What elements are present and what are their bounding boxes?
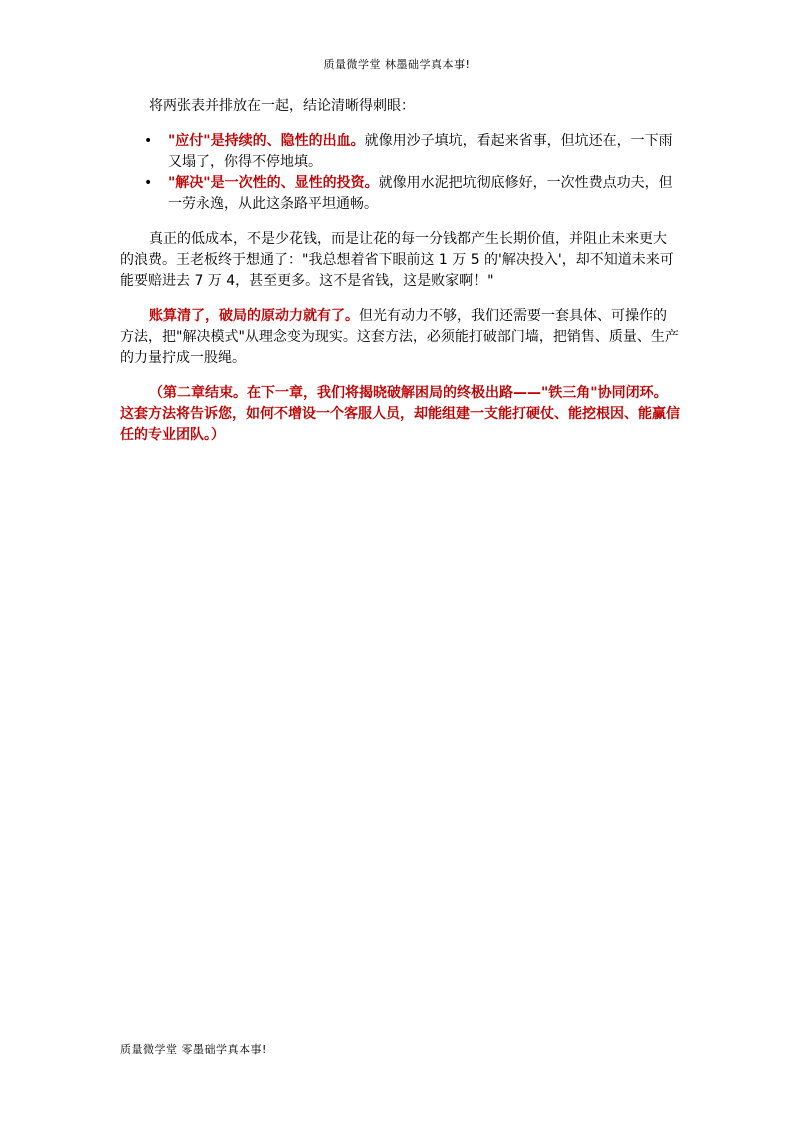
list-item [144, 131, 680, 173]
bullet-bold-text: "解决"是一次性的、显性的投资。 [168, 175, 379, 191]
chapter-end-note: （第二章结束。在下一章，我们将揭晓破解困局的终极出路——"铁三角"协同闭环。这套方法将告诉您，如何不增设一个客服人员，却能组建一支能打硬仗、能挖根因、能赢信任的专业团队。） [120, 385, 680, 443]
document-body [120, 96, 680, 446]
bullet-text: 就像用水泥把坑彻底修好，一次性费点功夫，但一劳永逸，从此这条路平坦通畅。 [168, 175, 673, 212]
comparison-list [120, 131, 680, 215]
method-paragraph [120, 306, 680, 369]
page-footer: 质量微学堂 零墨础学真本事! [120, 1043, 267, 1056]
bullet-icon: • [144, 175, 153, 191]
list-item [144, 173, 680, 215]
cost-paragraph: 真正的低成本，不是少花钱，而是让花的每一分钱都产生长期价值，并阻止未来更大的浪费。王老板终于想通了："我总想着省下眼前这 1 万 5 的'解决投入'，却不知道未来可能要赔进去 7 万 4，甚至更多。这不是省钱，这是败家啊！" [120, 231, 674, 289]
bullet-icon: • [144, 133, 153, 149]
bullet-bold-text: "应付"是持续的、隐性的出血。 [168, 133, 365, 149]
method-text: 但光有动力不够，我们还需要一套具体、可操作的方法，把"解决模式"从理念变为现实。这套方法，必须能打破部门墙，把销售、质量、生产的力量拧成一股绳。 [120, 308, 679, 366]
page-header: 质量微学堂 林墨础学真本事! [323, 58, 471, 71]
method-bold-text: 账算清了，破局的原动力就有了。 [149, 308, 359, 324]
intro-paragraph: 将两张表并排放在一起，结论清晰得刺眼： [149, 98, 415, 114]
bullet-text: 就像用沙子填坑，看起来省事，但坑还在，一下雨又塌了，你得不停地填。 [168, 133, 673, 170]
